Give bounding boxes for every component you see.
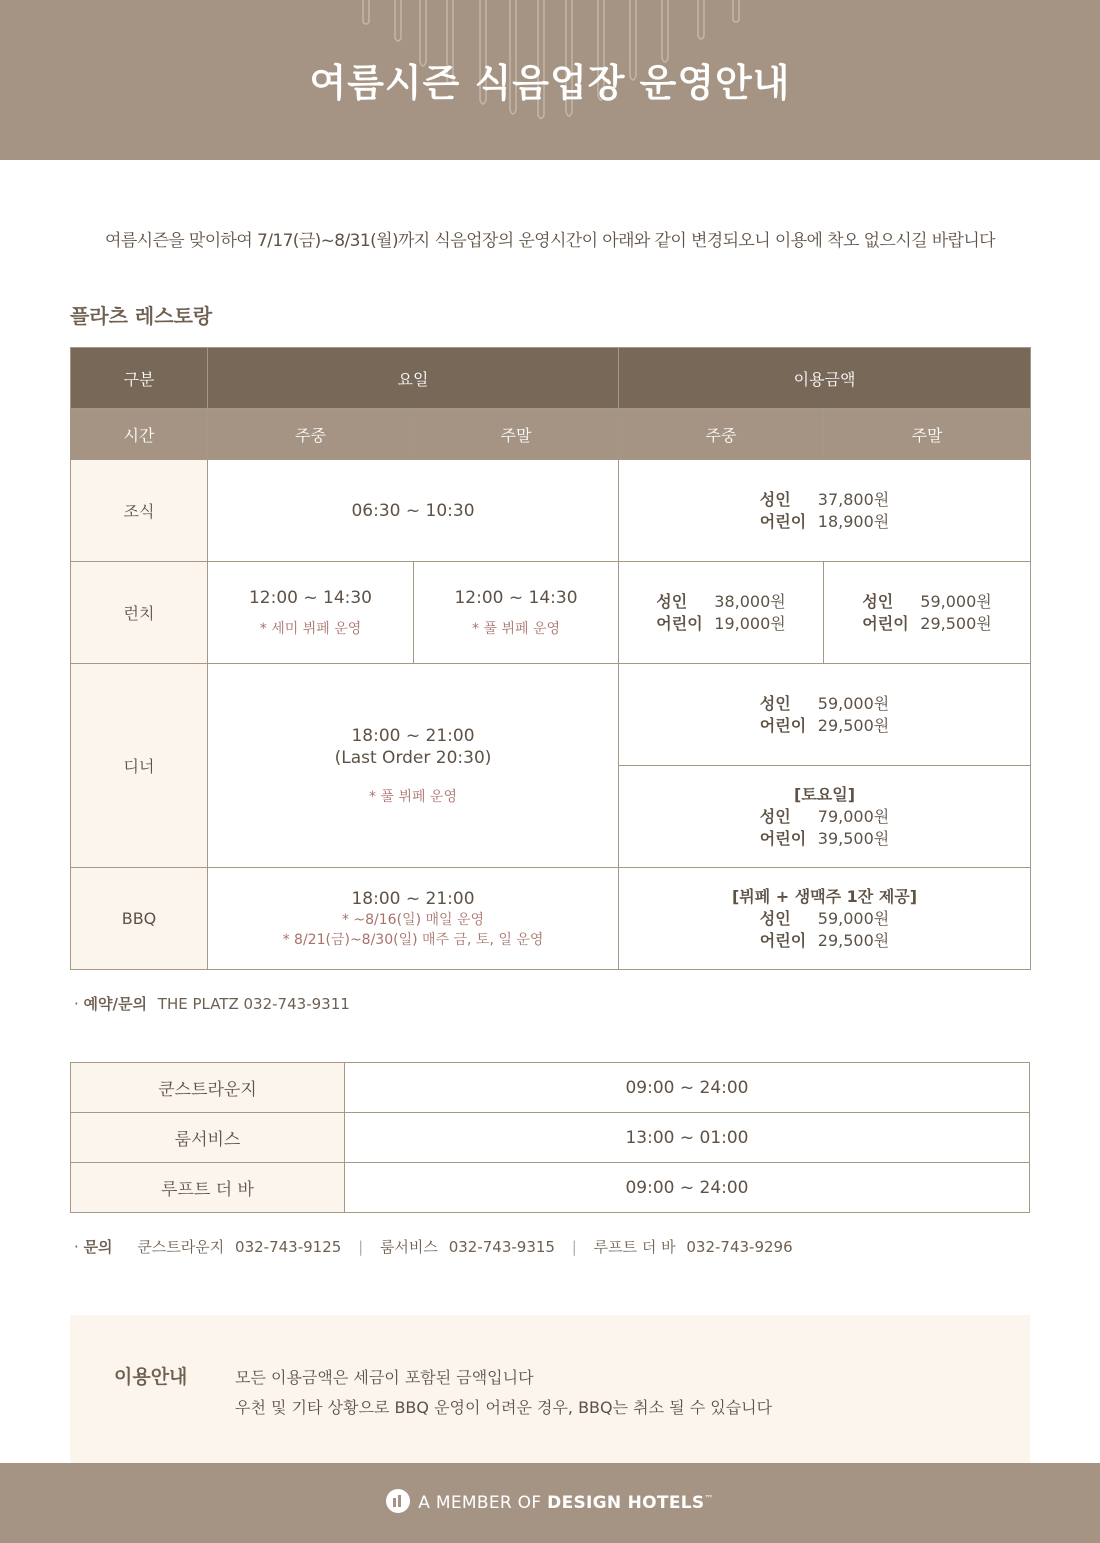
intro-text: 여름시즌을 맞이하여 7/17(금)~8/31(월)까지 식음업장의 운영시간이 아래와 같이 변경되오니 이용에 착오 없으시길 바랍니다 [105, 231, 995, 251]
header-banner [0, 0, 1100, 160]
inquiry-name-3: 루프트 더 바 [593, 1238, 676, 1256]
header-weekend: 주말 [414, 409, 619, 460]
inquiry-phone-3: 032-743-9296 [686, 1238, 793, 1256]
meal-lunch: 런치 [71, 562, 208, 664]
lunch-weekend-note: * 풀 뷔페 운영 [472, 620, 560, 637]
reservation-contact: THE PLATZ 032-743-9311 [157, 995, 350, 1013]
divider: | [571, 1238, 577, 1256]
header-weekday: 주중 [208, 409, 414, 460]
child-label: 어린이 [759, 715, 807, 735]
dinner-saturday-price-cell [619, 766, 1031, 868]
child-label: 어린이 [862, 613, 909, 633]
lunch-weekend-time: 12:00 ~ 14:30 [454, 587, 578, 608]
section-title: 플라츠 레스토랑 [70, 304, 213, 328]
bbq-time: 18:00 ~ 21:00 [351, 888, 475, 909]
lunch-weekday-adult-price: 38,000원 [714, 591, 786, 611]
inquiry-phone-2: 032-743-9315 [448, 1238, 555, 1256]
table-header-row [71, 348, 1031, 409]
header-time: 시간 [71, 409, 208, 460]
bbq-time-cell [208, 868, 619, 970]
table-row [71, 664, 1031, 766]
breakfast-time-cell [208, 460, 619, 562]
page-title: 여름시즌 식음업장 운영안내 [309, 61, 791, 105]
footer [0, 1463, 1100, 1543]
meal-breakfast: 조식 [71, 460, 208, 562]
dinner-saturday-child-price: 39,500원 [817, 828, 890, 848]
table-subheader-row [71, 409, 1031, 460]
header-category: 구분 [71, 348, 208, 409]
child-label: 어린이 [759, 930, 807, 950]
table-row [71, 562, 1031, 664]
inquiry-label: 문의 [83, 1238, 113, 1256]
venue-name: 루프트 더 바 [71, 1163, 345, 1213]
reservation-label: 예약/문의 [83, 995, 147, 1013]
bbq-price-cell [619, 868, 1031, 970]
price-block [656, 591, 785, 635]
dinner-time-cell [208, 664, 619, 868]
usage-info-label: 이용안내 [114, 1366, 188, 1388]
price-block [760, 693, 889, 737]
inquiry-phone-1: 032-743-9125 [235, 1238, 342, 1256]
footer-brand-name: DESIGN HOTELS [547, 1493, 705, 1513]
footer-brand [0, 1491, 1100, 1515]
child-label: 어린이 [759, 828, 807, 848]
adult-label: 성인 [656, 591, 688, 611]
bbq-note-2: * 8/21(금)~8/30(일) 매주 금, 토, 일 운영 [282, 931, 544, 948]
child-label: 어린이 [656, 613, 703, 633]
header-price: 이용금액 [619, 348, 1031, 409]
dinner-time: 18:00 ~ 21:00 [351, 725, 475, 746]
meal-dinner: 디너 [71, 664, 208, 868]
lunch-weekday-cell [208, 562, 414, 664]
bbq-note-1: * ~8/16(일) 매일 운영 [341, 911, 485, 928]
footer-prefix: A MEMBER OF [418, 1493, 548, 1513]
lunch-weekend-cell [414, 562, 619, 664]
venue-hours-table [70, 1062, 1030, 1213]
adult-label: 성인 [759, 693, 791, 713]
reservation-line: · 예약/문의 THE PLATZ 032-743-9311 [74, 995, 350, 1013]
lunch-weekday-price-cell [619, 562, 824, 664]
breakfast-child-price: 18,900원 [817, 511, 890, 531]
venue-name: 쿤스트라운지 [71, 1063, 345, 1113]
table-row [71, 1113, 1030, 1163]
inquiry-line: · 문의 쿤스트라운지 032-743-9125 | 룸서비스 032-743-9315 | 루프트 더 바 032-743-9296 [74, 1238, 793, 1256]
lunch-weekday-note: * 세미 뷔페 운영 [259, 620, 362, 637]
child-label: 어린이 [759, 511, 807, 531]
breakfast-time: 06:30 ~ 10:30 [351, 500, 475, 521]
usage-info-box [70, 1315, 1030, 1465]
adult-label: 성인 [759, 908, 791, 928]
inquiry-name-1: 쿤스트라운지 [137, 1238, 225, 1256]
usage-info-line-1: 모든 이용금액은 세금이 포함된 금액입니다 [235, 1368, 534, 1387]
bbq-child-price: 29,500원 [817, 930, 890, 950]
inquiry-name-2: 룸서비스 [379, 1238, 438, 1256]
header-price-weekday: 주중 [619, 409, 824, 460]
price-block [760, 908, 889, 952]
venue-name: 룸서비스 [71, 1113, 345, 1163]
lunch-weekend-child-price: 29,500원 [920, 613, 992, 633]
design-hotels-logo-icon [386, 1489, 410, 1513]
lunch-weekday-child-price: 19,000원 [714, 613, 786, 633]
restaurant-table [70, 347, 1031, 970]
dinner-price-cell [619, 664, 1031, 766]
price-block [862, 591, 991, 635]
lunch-weekday-time: 12:00 ~ 14:30 [248, 587, 373, 608]
bbq-adult-price: 59,000원 [817, 908, 890, 928]
lunch-weekend-price-cell [824, 562, 1031, 664]
table-row [71, 868, 1031, 970]
adult-label: 성인 [862, 591, 894, 611]
meal-bbq: BBQ [71, 868, 208, 970]
adult-label: 성인 [759, 806, 791, 826]
dinner-child-price: 29,500원 [817, 715, 890, 735]
adult-label: 성인 [759, 489, 791, 509]
table-row [71, 1163, 1030, 1213]
price-block [760, 806, 889, 850]
breakfast-adult-price: 37,800원 [817, 489, 890, 509]
lunch-weekend-adult-price: 59,000원 [920, 591, 992, 611]
divider: | [358, 1238, 364, 1256]
saturday-label: [토요일] [794, 784, 856, 804]
dinner-last-order: (Last Order 20:30) [334, 747, 492, 768]
venue-hours: 09:00 ~ 24:00 [345, 1063, 1030, 1113]
header-price-weekend: 주말 [824, 409, 1031, 460]
usage-info-lines [235, 1363, 772, 1423]
venue-hours: 13:00 ~ 01:00 [345, 1113, 1030, 1163]
breakfast-price-cell [619, 460, 1031, 562]
dinner-adult-price: 59,000원 [817, 693, 890, 713]
header-days: 요일 [208, 348, 619, 409]
table-row [71, 1063, 1030, 1113]
dinner-note: * 풀 뷔페 운영 [369, 788, 457, 805]
dinner-saturday-adult-price: 79,000원 [817, 806, 890, 826]
bbq-package-label: [뷔페 + 생맥주 1잔 제공] [731, 886, 918, 906]
price-block [760, 489, 889, 533]
usage-info-line-2: 우천 및 기타 상황으로 BBQ 운영이 어려운 경우, BBQ는 취소 될 수 있습니다 [235, 1398, 773, 1417]
trademark: ™ [704, 1494, 714, 1505]
venue-hours: 09:00 ~ 24:00 [345, 1163, 1030, 1213]
table-row [71, 460, 1031, 562]
